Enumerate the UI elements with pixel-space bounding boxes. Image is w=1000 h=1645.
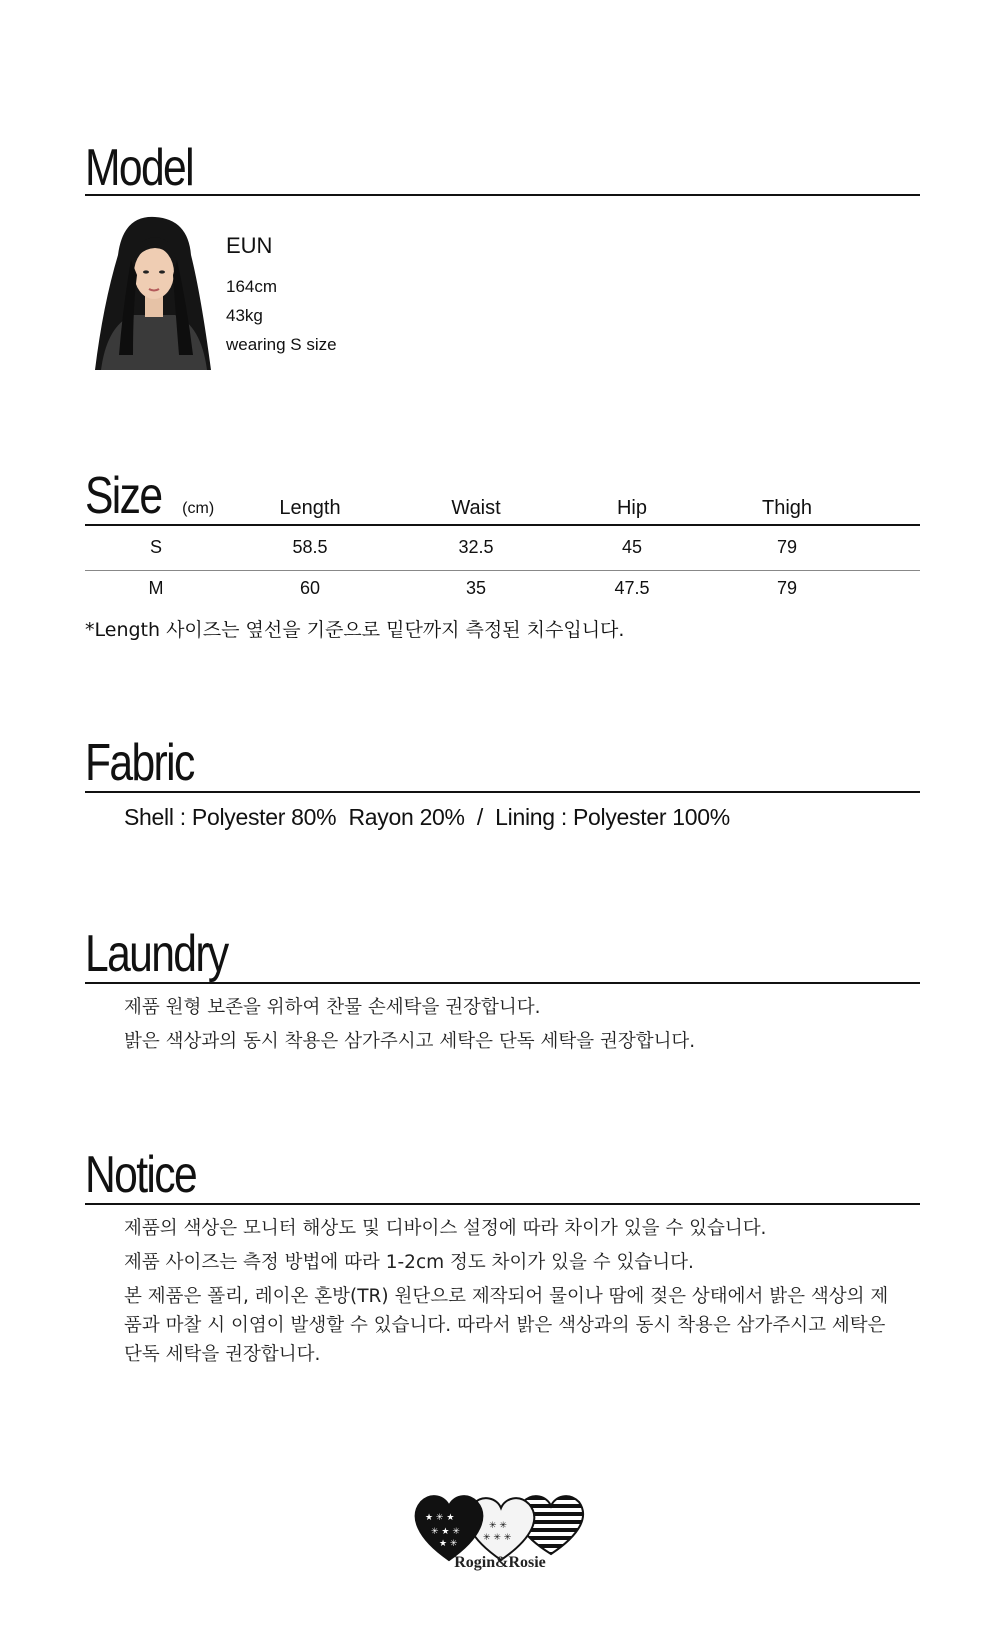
svg-text:✳ ★ ✳: ✳ ★ ✳ [431,1527,460,1537]
size-unit: (cm) [182,500,215,517]
model-name: EUN [226,233,273,258]
svg-text:★ ✳ ★: ★ ✳ ★ [425,1513,455,1523]
model-photo [93,215,213,370]
fabric-heading-text: Fabric [85,734,194,792]
model-weight: 43kg [226,306,263,325]
notice-line: 제품 사이즈는 측정 방법에 따라 1-2cm 정도 차이가 있을 수 있습니다. [124,1252,694,1273]
notice-line: 제품의 색상은 모니터 해상도 및 디바이스 설정에 따라 차이가 있을 수 있습니다. [124,1218,767,1239]
size-col-hip: Hip [616,497,648,519]
size-cell: 58.5 [292,537,328,557]
size-cell: 60 [299,578,321,598]
svg-text:✳ ✳ ✳: ✳ ✳ ✳ [483,1533,512,1543]
size-row-label: M [148,578,164,598]
size-col-waist: Waist [451,497,501,519]
size-cell: 32.5 [458,537,494,557]
laundry-heading-text: Laundry [85,925,228,983]
size-cell: 45 [621,537,643,557]
model-heading-text: Model [85,139,193,197]
model-section-heading [85,139,920,197]
notice-heading-text: Notice [85,1146,197,1204]
notice-section-heading [85,1146,920,1205]
model-height: 164cm [226,277,278,296]
size-col-thigh: Thigh [761,497,813,519]
brand-name: Rogin&Rosie [454,1554,546,1571]
size-cell: 35 [465,578,487,598]
size-heading-text: Size [85,467,162,525]
model-wearing-size: wearing S size [226,335,337,354]
size-row-divider [85,570,920,571]
size-cell: 79 [776,537,798,557]
size-col-length: Length [279,497,341,519]
laundry-line: 제품 원형 보존을 위하여 찬물 손세탁을 권장합니다. [124,997,541,1018]
fabric-section-heading [85,734,920,793]
fabric-composition: Shell : Polyester 80% Rayon 20% / Lining : Polyester 100% [124,804,730,830]
size-cell: 79 [776,578,798,598]
notice-line: 본 제품은 폴리, 레이온 혼방(TR) 원단으로 제작되어 물이나 땀에 젖은 상태에서 밝은 색상의 제품과 마찰 시 이염이 발생할 수 있습니다. 따라서 밝은 색상과의 동시 착용은 삼가주시고 세탁은 단독 세탁을 권장합니다. [124,1286,889,1365]
svg-text:✳ ✳: ✳ ✳ [489,1521,507,1531]
laundry-line: 밝은 색상과의 동시 착용은 삼가주시고 세탁은 단독 세탁을 권장합니다. [124,1031,696,1052]
size-cell: 47.5 [614,578,650,598]
laundry-section-heading [85,925,920,984]
size-note: *Length 사이즈는 옆선을 기준으로 밑단까지 측정된 치수입니다. [85,619,625,641]
size-row-label: S [149,537,163,557]
svg-text:★ ✳: ★ ✳ [439,1539,458,1549]
